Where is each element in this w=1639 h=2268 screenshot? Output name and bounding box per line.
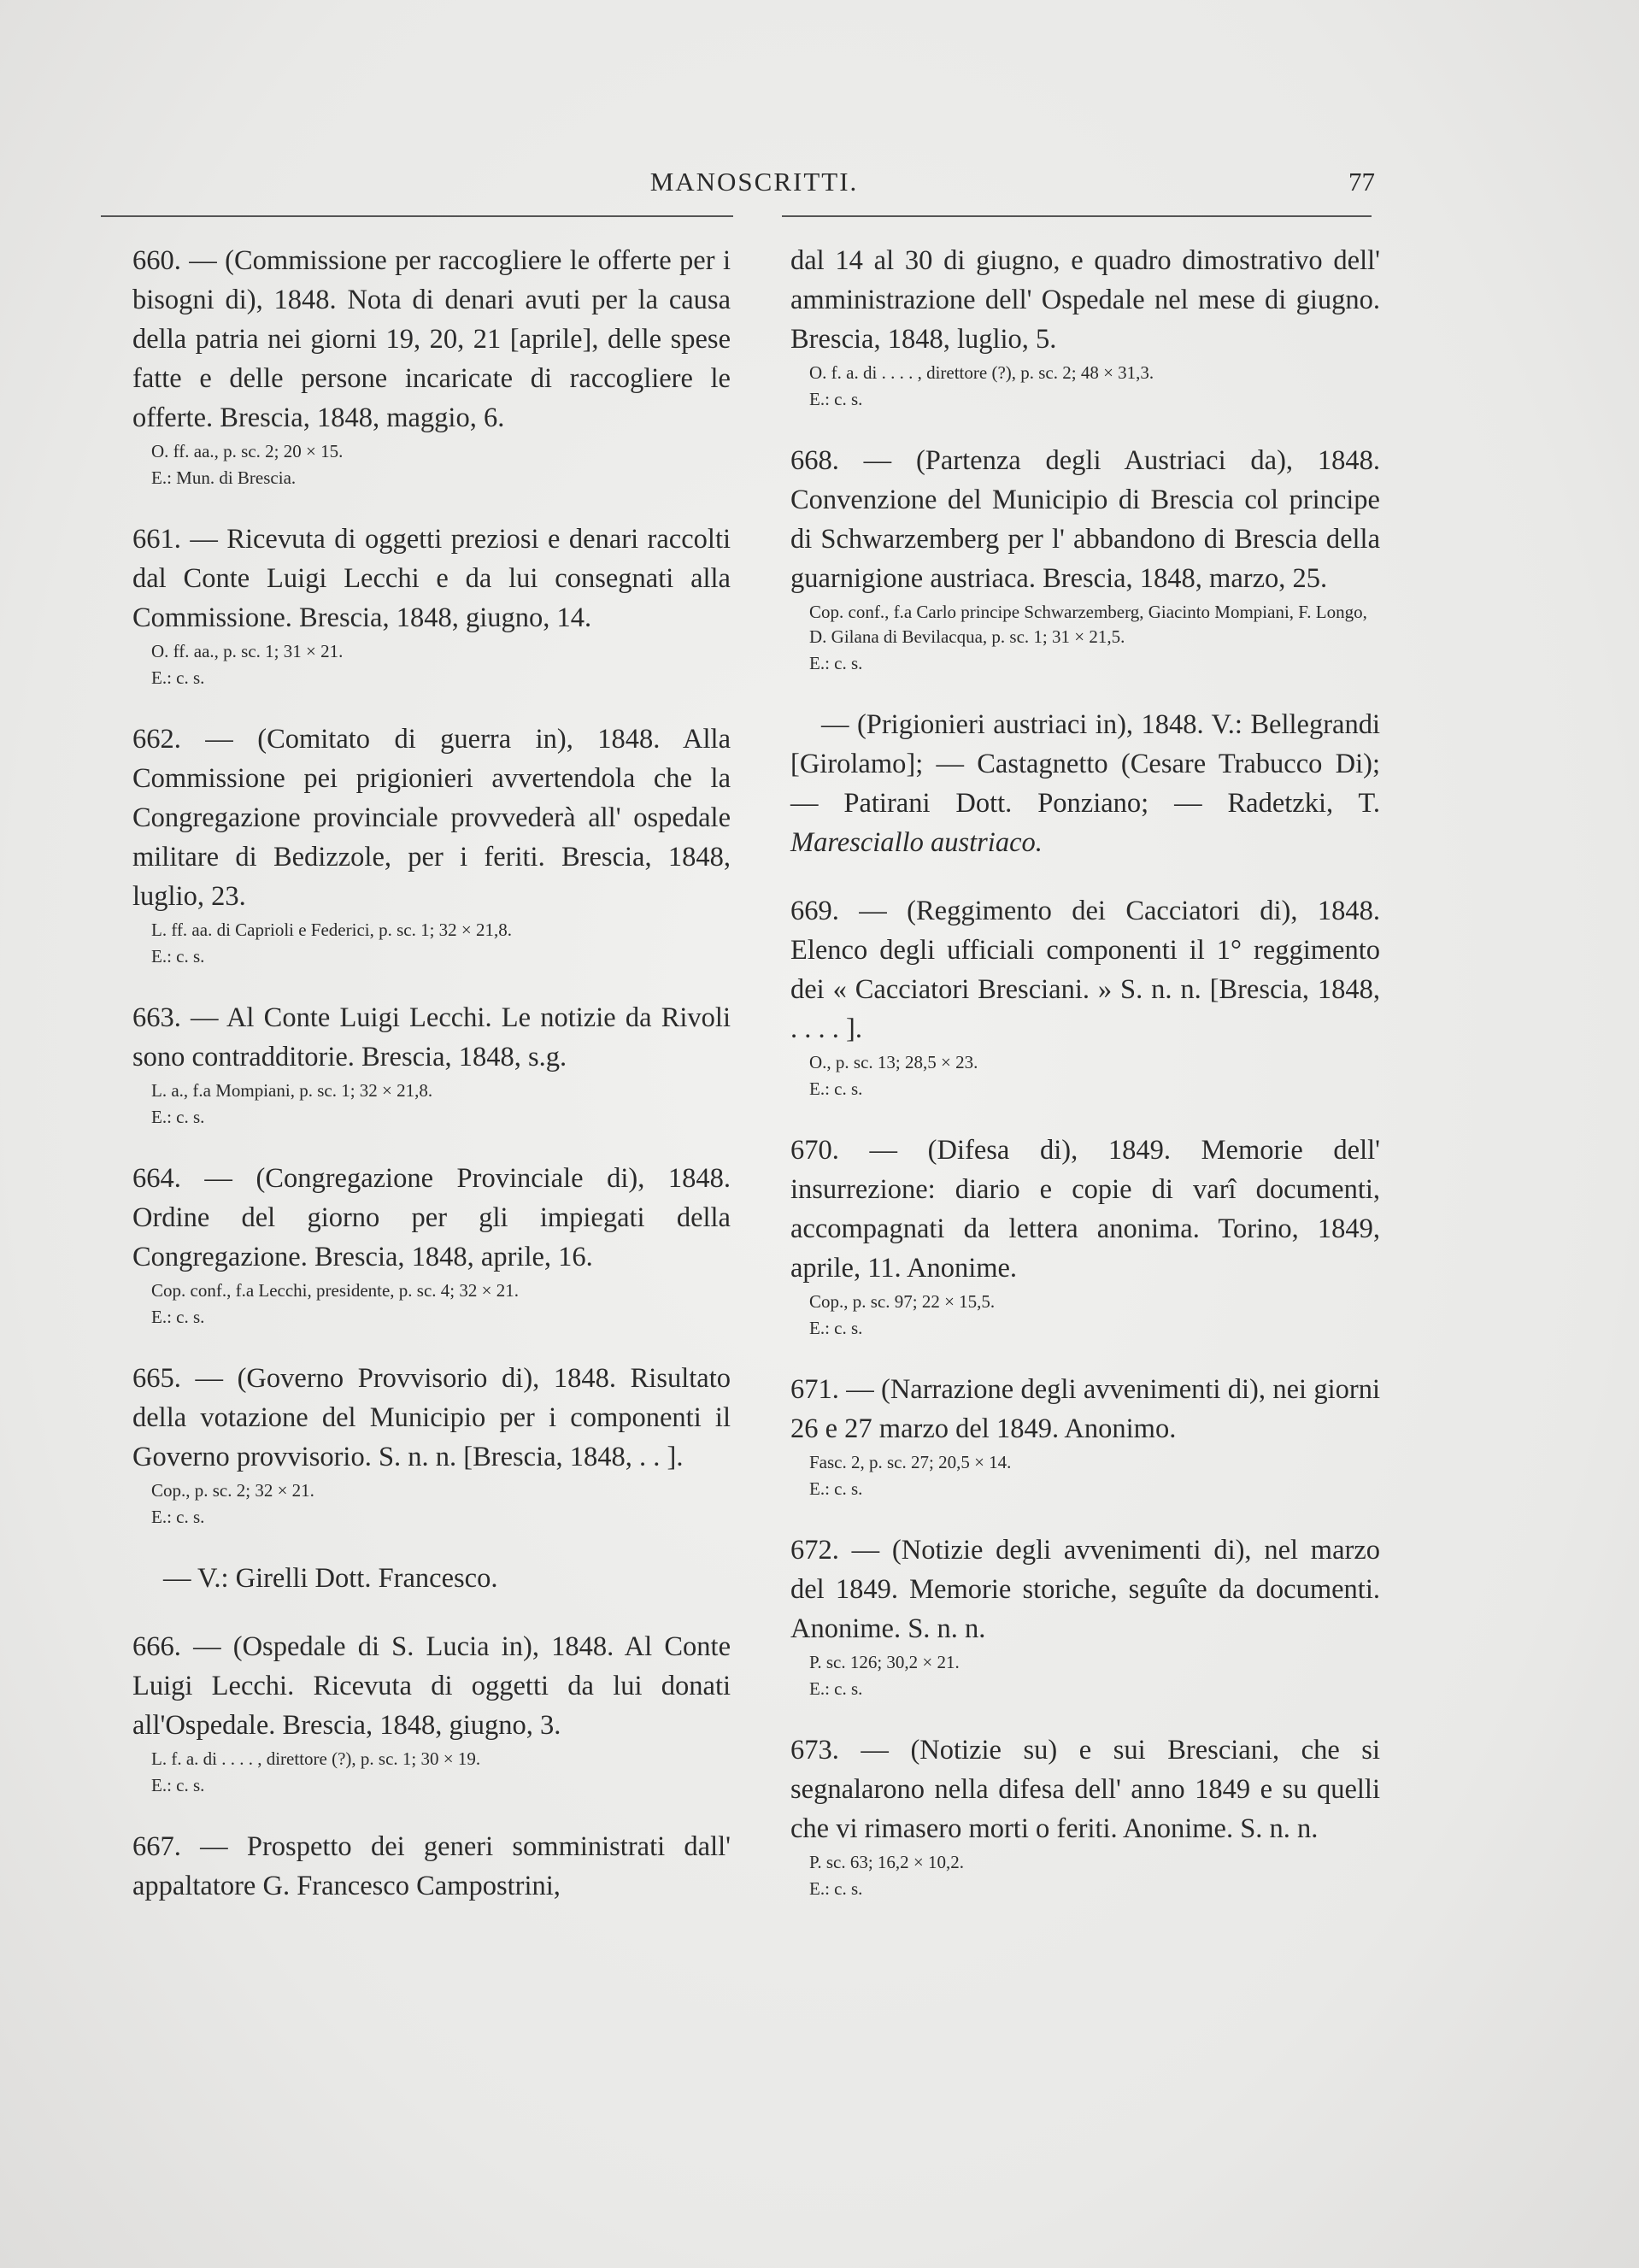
catalog-entry-667	[132, 1827, 731, 1906]
entry-text: 661. — Ricevuta di oggetti preziosi e denari raccolti dal Conte Luigi Lecchi e da lui consegnati alla Commissione. Brescia, 1848, giugno, 14.	[132, 524, 731, 633]
entry-location: E.: c. s.	[809, 1078, 863, 1099]
entry-text: 673. — (Notizie su) e sui Bresciani, che si segnalarono nella difesa dell' anno 1849 e su quelli che vi rimasero morti o feriti. Anonime. S. n. n.	[790, 1735, 1380, 1844]
entry-physical-description: Cop. conf., f.a Lecchi, presidente, p. sc. 4; 32 × 21.	[151, 1280, 519, 1301]
entry-location: E.: c. s.	[809, 1478, 863, 1499]
catalog-entry-670	[790, 1131, 1380, 1341]
entry-location: E.: c. s.	[151, 667, 205, 688]
entry-text: 660. — (Commissione per raccogliere le offerte per i bisogni di), 1848. Nota di denari avuti per la causa della patria nei giorni 19, 20, 21 [aprile], delle spese fatte e delle persone incaricate di raccogliere le offerte. Brescia, 1848, maggio, 6.	[132, 245, 731, 433]
entry-text: 662. — (Comitato di guerra in), 1848. Alla Commissione pei prigionieri avvertendola che la Congregazione provinciale provvederà all' ospedale militare di Bedizzole, per i feriti. Brescia, 1848, luglio, 23.	[132, 724, 731, 912]
entry-location: E.: c. s.	[809, 1678, 863, 1699]
entry-text: 671. — (Narrazione degli avvenimenti di), nei giorni 26 e 27 marzo del 1849. Anonimo.	[790, 1374, 1380, 1444]
entry-text: 667. — Prospetto dei generi somministrati dall' appaltatore G. Francesco Campostrini,	[132, 1831, 731, 1901]
catalog-entry-673	[790, 1730, 1380, 1901]
catalog-entry-667-continued	[790, 241, 1380, 412]
catalog-entry-665	[132, 1359, 731, 1530]
entry-text: — V.: Girelli Dott. Francesco.	[163, 1563, 498, 1594]
entry-text: 672. — (Notizie degli avvenimenti di), nel marzo del 1849. Memorie storiche, seguîte da documenti. Anonime. S. n. n.	[790, 1535, 1380, 1644]
entry-location: E.: c. s.	[151, 1775, 205, 1795]
catalog-entry-660	[132, 241, 731, 491]
catalog-entry-666	[132, 1627, 731, 1798]
entry-text: 670. — (Difesa di), 1849. Memorie dell' insurrezione: diario e copie di varî documenti, accompagnati da lettera anonima. Torino, 1849, aprile, 11. Anonime.	[790, 1135, 1380, 1284]
entry-physical-description: O. f. a. di . . . . , direttore (?), p. sc. 2; 48 × 31,3.	[809, 362, 1154, 383]
left-column	[132, 241, 731, 1935]
page-header	[128, 167, 1380, 209]
entry-location: E.: c. s.	[809, 1878, 863, 1899]
running-title: MANOSCRITTI.	[649, 167, 859, 197]
catalog-entry-669	[790, 891, 1380, 1102]
entry-physical-description: Cop. conf., f.a Carlo principe Schwarzemberg, Giacinto Mompiani, F. Longo, D. Gilana di Bevilacqua, p. sc. 1; 31 × 21,5.	[809, 602, 1367, 647]
entry-text: 665. — (Governo Provvisorio di), 1848. Risultato della votazione del Municipio per i componenti il Governo provvisorio. S. n. n. [Brescia, 1848, . . ].	[132, 1363, 731, 1472]
entry-physical-description: L. f. a. di . . . . , direttore (?), p. sc. 1; 30 × 19.	[151, 1748, 481, 1769]
entry-physical-description: Fasc. 2, p. sc. 27; 20,5 × 14.	[809, 1452, 1012, 1472]
entry-text	[790, 705, 1380, 862]
catalog-entry-663	[132, 998, 731, 1130]
entry-physical-description: L. ff. aa. di Caprioli e Federici, p. sc. 1; 32 × 21,8.	[151, 920, 513, 940]
entry-physical-description: O. ff. aa., p. sc. 2; 20 × 15.	[151, 441, 344, 461]
entry-location: E.: c. s.	[151, 1107, 205, 1127]
entry-location: E.: c. s.	[809, 389, 863, 409]
cross-reference-entry	[790, 705, 1380, 862]
entry-physical-description: Cop., p. sc. 97; 22 × 15,5.	[809, 1291, 996, 1312]
cross-reference-entry	[132, 1559, 731, 1598]
entry-location: E.: c. s.	[809, 1318, 863, 1338]
entry-text-italic: Maresciallo austriaco.	[790, 827, 1043, 858]
catalog-entry-672	[790, 1531, 1380, 1701]
page-number: 77	[1348, 167, 1375, 197]
entry-physical-description: P. sc. 63; 16,2 × 10,2.	[809, 1852, 965, 1872]
header-rule-right	[782, 215, 1372, 217]
catalog-entry-662	[132, 720, 731, 969]
catalog-entry-661	[132, 520, 731, 690]
entry-text: 668. — (Partenza degli Austriaci da), 1848. Convenzione del Municipio di Brescia col principe di Schwarzemberg per l' abbandono di Brescia della guarnigione austriaca. Brescia, 1848, marzo, 25.	[790, 445, 1380, 594]
header-rule-left	[101, 215, 733, 217]
entry-text: dal 14 al 30 di giugno, e quadro dimostrativo dell' amministrazione dell' Ospedale nel mese di giugno. Brescia, 1848, luglio, 5.	[790, 245, 1380, 355]
catalog-entry-671	[790, 1370, 1380, 1501]
entry-physical-description: L. a., f.a Mompiani, p. sc. 1; 32 × 21,8.	[151, 1080, 433, 1101]
entry-physical-description: Cop., p. sc. 2; 32 × 21.	[151, 1480, 314, 1501]
entry-text: 666. — (Ospedale di S. Lucia in), 1848. Al Conte Luigi Lecchi. Ricevuta di oggetti da lui donati all'Ospedale. Brescia, 1848, giugno, 3.	[132, 1631, 731, 1741]
entry-location: E.: c. s.	[151, 946, 205, 967]
catalog-entry-668	[790, 441, 1380, 676]
right-column	[790, 241, 1380, 1930]
entry-text: 664. — (Congregazione Provinciale di), 1848. Ordine del giorno per gli impiegati della Congregazione. Brescia, 1848, aprile, 16.	[132, 1163, 731, 1272]
entry-text: 669. — (Reggimento dei Cacciatori di), 1848. Elenco degli ufficiali componenti il 1° reggimento dei « Cacciatori Bresciani. » S. n. n. [Brescia, 1848, . . . . ].	[790, 896, 1380, 1044]
catalog-entry-664	[132, 1159, 731, 1330]
entry-physical-description: P. sc. 126; 30,2 × 21.	[809, 1652, 960, 1672]
entry-location: E.: c. s.	[151, 1307, 205, 1327]
entry-location: E.: c. s.	[151, 1507, 205, 1527]
entry-text-roman: — (Prigionieri austriaci in), 1848. V.: Bellegrandi [Girolamo]; — Castagnetto (Cesare Trabucco Di); — Patirani Dott. Ponziano; — Radetzki, T.	[790, 709, 1380, 819]
entry-location: E.: Mun. di Brescia.	[151, 467, 297, 488]
entry-location: E.: c. s.	[809, 653, 863, 673]
entry-physical-description: O. ff. aa., p. sc. 1; 31 × 21.	[151, 641, 344, 661]
entry-physical-description: O., p. sc. 13; 28,5 × 23.	[809, 1052, 978, 1072]
entry-text: 663. — Al Conte Luigi Lecchi. Le notizie da Rivoli sono contradditorie. Brescia, 1848, s.g.	[132, 1002, 731, 1072]
